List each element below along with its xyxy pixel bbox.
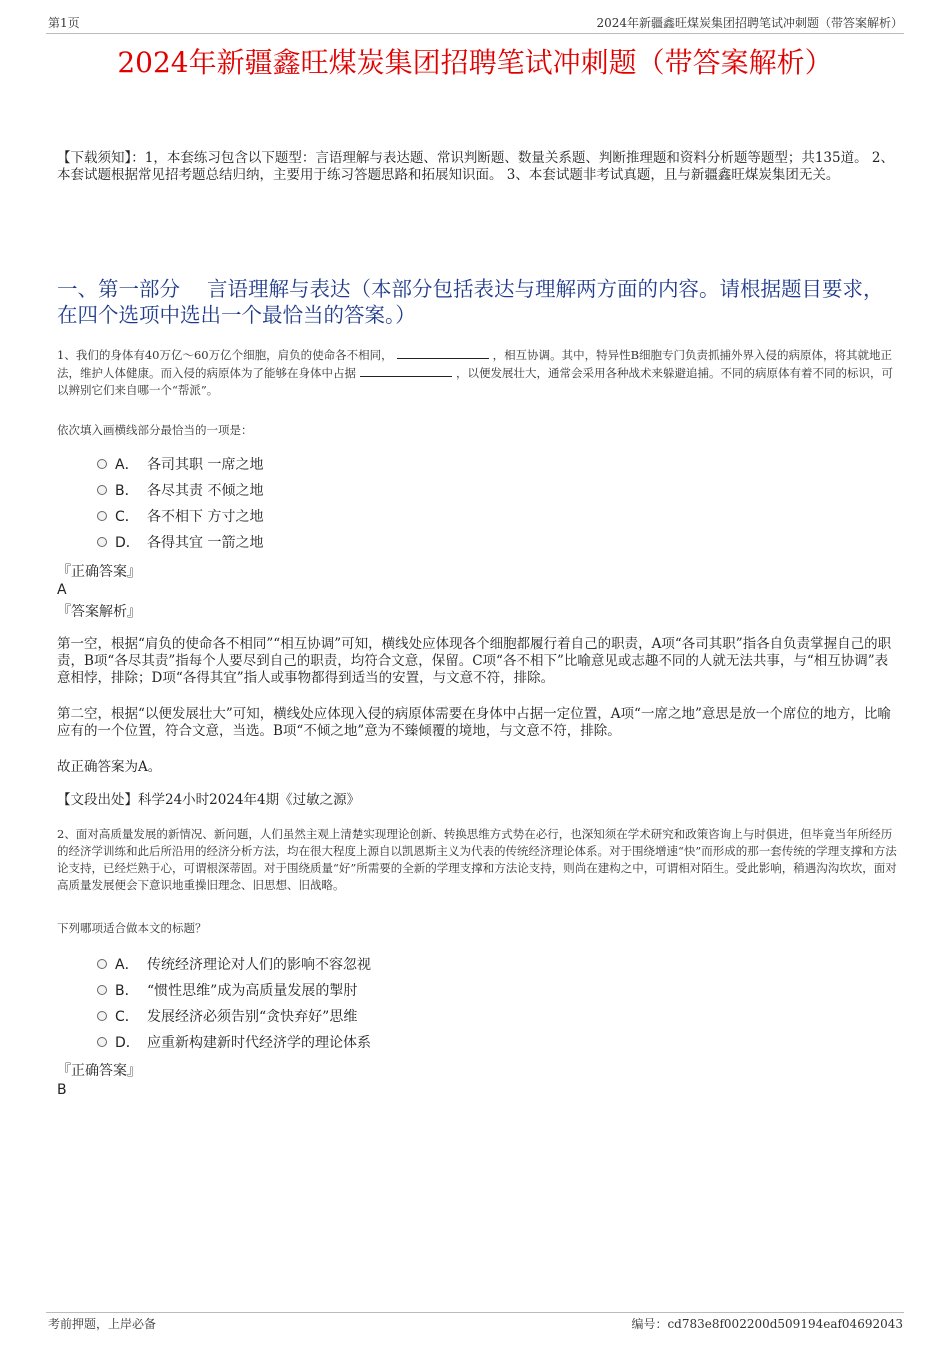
option-letter: A． <box>115 457 139 473</box>
page-title: 2024年新疆鑫旺煤炭集团招聘笔试冲刺题（带答案解析） <box>117 46 833 79</box>
fill-blank-2 <box>360 364 452 377</box>
question-2-option-a[interactable] <box>97 956 371 974</box>
question-2-answer: B <box>57 1082 67 1098</box>
option-letter: B． <box>115 983 139 999</box>
question-1-stem <box>57 346 899 399</box>
option-letter: C． <box>115 1009 139 1025</box>
question-1-option-b[interactable] <box>97 482 263 500</box>
question-1-stem-part-b: ，相互协调。其中，特异性B细胞专门负责抓捕外界入侵的病原体，将其就地正法，维护人体健康。而入侵的病原体为了能够在身体中占据 <box>57 348 893 380</box>
question-1-stem-part-c: ，以便发展壮大，通常会采用各种战术来躲避追捕。不同的病原体有着不同的标识，可以辨别它们来自哪一个“帮派”。 <box>57 366 893 397</box>
question-2-stem: 2、面对高质量发展的新情况、新问题，人们虽然主观上清楚实现理论创新、转换思维方式势在必行，也深知须在学术研究和政策咨询上与时俱进，但毕竟当年所经历的经济学训练和此后所沿用的经济分析方法，均在很大程度上源自以凯恩斯主义为代表的传统经济理论体系。对于围绕增速“快”而形成的那一套传统的学理支撑和方法论支持，已经烂熟于心，可谓根深蒂固。对于围绕质量“好”所需要的全新的学理支撑和方法论支持，则尚在建构之中，可谓相对陌生。受此影响，稍遇沟沟坎坎，面对高质量发展便会下意识地重操旧理念、旧思想、旧战略。 <box>57 827 897 892</box>
radio-icon[interactable] <box>97 959 107 969</box>
download-notice: 【下载须知】：1，本套练习包含以下题型：言语理解与表达题、常识判断题、数量关系题、判断推理题和资料分析题等题型；共135道。 2、本套试题根据常见招考题总结归纳，主要用于练习答题思路和拓展知识面。 3、本套试题非考试真题，且与新疆鑫旺煤炭集团无关。 <box>57 150 894 183</box>
question-2-option-c[interactable] <box>97 1008 357 1026</box>
question-1-stem-part-a: 1、我们的身体有40万亿～60万亿个细胞，肩负的使命各不相同， <box>57 348 393 362</box>
option-text: 各不相下 方寸之地 <box>147 509 264 525</box>
option-text: 各尽其责 不倾之地 <box>147 483 264 499</box>
question-1-answer: A <box>57 582 67 598</box>
footer-slogan: 考前押题，上岸必备 <box>48 1317 157 1331</box>
option-text: 应重新构建新时代经济学的理论体系 <box>147 1035 371 1051</box>
option-letter: B． <box>115 483 139 499</box>
option-letter: D． <box>115 1035 140 1051</box>
radio-icon[interactable] <box>97 485 107 495</box>
option-letter: D． <box>115 535 140 551</box>
option-letter: A． <box>115 957 139 973</box>
radio-icon[interactable] <box>97 537 107 547</box>
question-1-answer-label: 『正确答案』 <box>57 564 141 580</box>
question-2-answer-label: 『正确答案』 <box>57 1063 141 1079</box>
radio-icon[interactable] <box>97 511 107 521</box>
radio-icon[interactable] <box>97 985 107 995</box>
option-text: 传统经济理论对人们的影响不容忽视 <box>147 957 371 973</box>
footer-divider <box>46 1312 904 1313</box>
footer-doc-id: 编号：cd783e8f002200d509194eaf04692043 <box>631 1317 903 1331</box>
fill-blank-1 <box>397 346 489 359</box>
question-2-option-d[interactable] <box>97 1034 371 1052</box>
question-1-prompt: 依次填入画横线部分最恰当的一项是： <box>57 423 253 437</box>
header-doc-title: 2024年新疆鑫旺煤炭集团招聘笔试冲刺题（带答案解析） <box>596 16 903 30</box>
radio-icon[interactable] <box>97 1037 107 1047</box>
question-1-option-c[interactable] <box>97 508 263 526</box>
radio-icon[interactable] <box>97 459 107 469</box>
question-2-option-b[interactable] <box>97 982 357 1000</box>
page-number: 第1页 <box>48 16 80 30</box>
option-text: 各得其宜 一箭之地 <box>147 535 264 551</box>
option-letter: C． <box>115 509 139 525</box>
header-divider <box>46 33 904 34</box>
option-text: “惯性思维”成为高质量发展的掣肘 <box>147 983 358 999</box>
question-1-analysis-1: 第一空，根据“肩负的使命各不相同”“相互协调”可知，横线处应体现各个细胞都履行着自己的职责，A项“各司其职”指各自负责掌握自己的职责，B项“各尽其责”指每个人要尽到自己的职责，均符合文意，保留。C项“各不相下”比喻意见或志趣不同的人就无法共事，与“相互协调”表意相悖，排除；D项“各得其宜”指人或事物都得到适当的安置，与文意不符，排除。 <box>57 636 892 686</box>
option-text: 发展经济必须告别“贪快弃好”思维 <box>147 1009 358 1025</box>
radio-icon[interactable] <box>97 1011 107 1021</box>
question-1-option-d[interactable] <box>97 534 263 552</box>
question-2-prompt: 下列哪项适合做本文的标题？ <box>57 921 207 935</box>
question-1-analysis-label: 『答案解析』 <box>57 604 141 620</box>
question-1-conclusion: 故正确答案为A。 <box>57 759 162 775</box>
question-1-analysis-2: 第二空，根据“以便发展壮大”可知，横线处应体现入侵的病原体需要在身体中占据一定位置，A项“一席之地”意思是放一个席位的地方，比喻应有的一个位置，符合文意，当选。B项“不倾之地”意为不臻倾覆的境地，与文意不符，排除。 <box>57 706 891 739</box>
section-heading: 一、第一部分 言语理解与表达（本部分包括表达与理解两方面的内容。请根据题目要求，在四个选项中选出一个最恰当的答案。） <box>57 277 884 327</box>
question-1-option-a[interactable] <box>97 456 263 474</box>
question-1-source: 【文段出处】科学24小时2024年4期《过敏之源》 <box>57 792 361 808</box>
option-text: 各司其职 一席之地 <box>147 457 264 473</box>
